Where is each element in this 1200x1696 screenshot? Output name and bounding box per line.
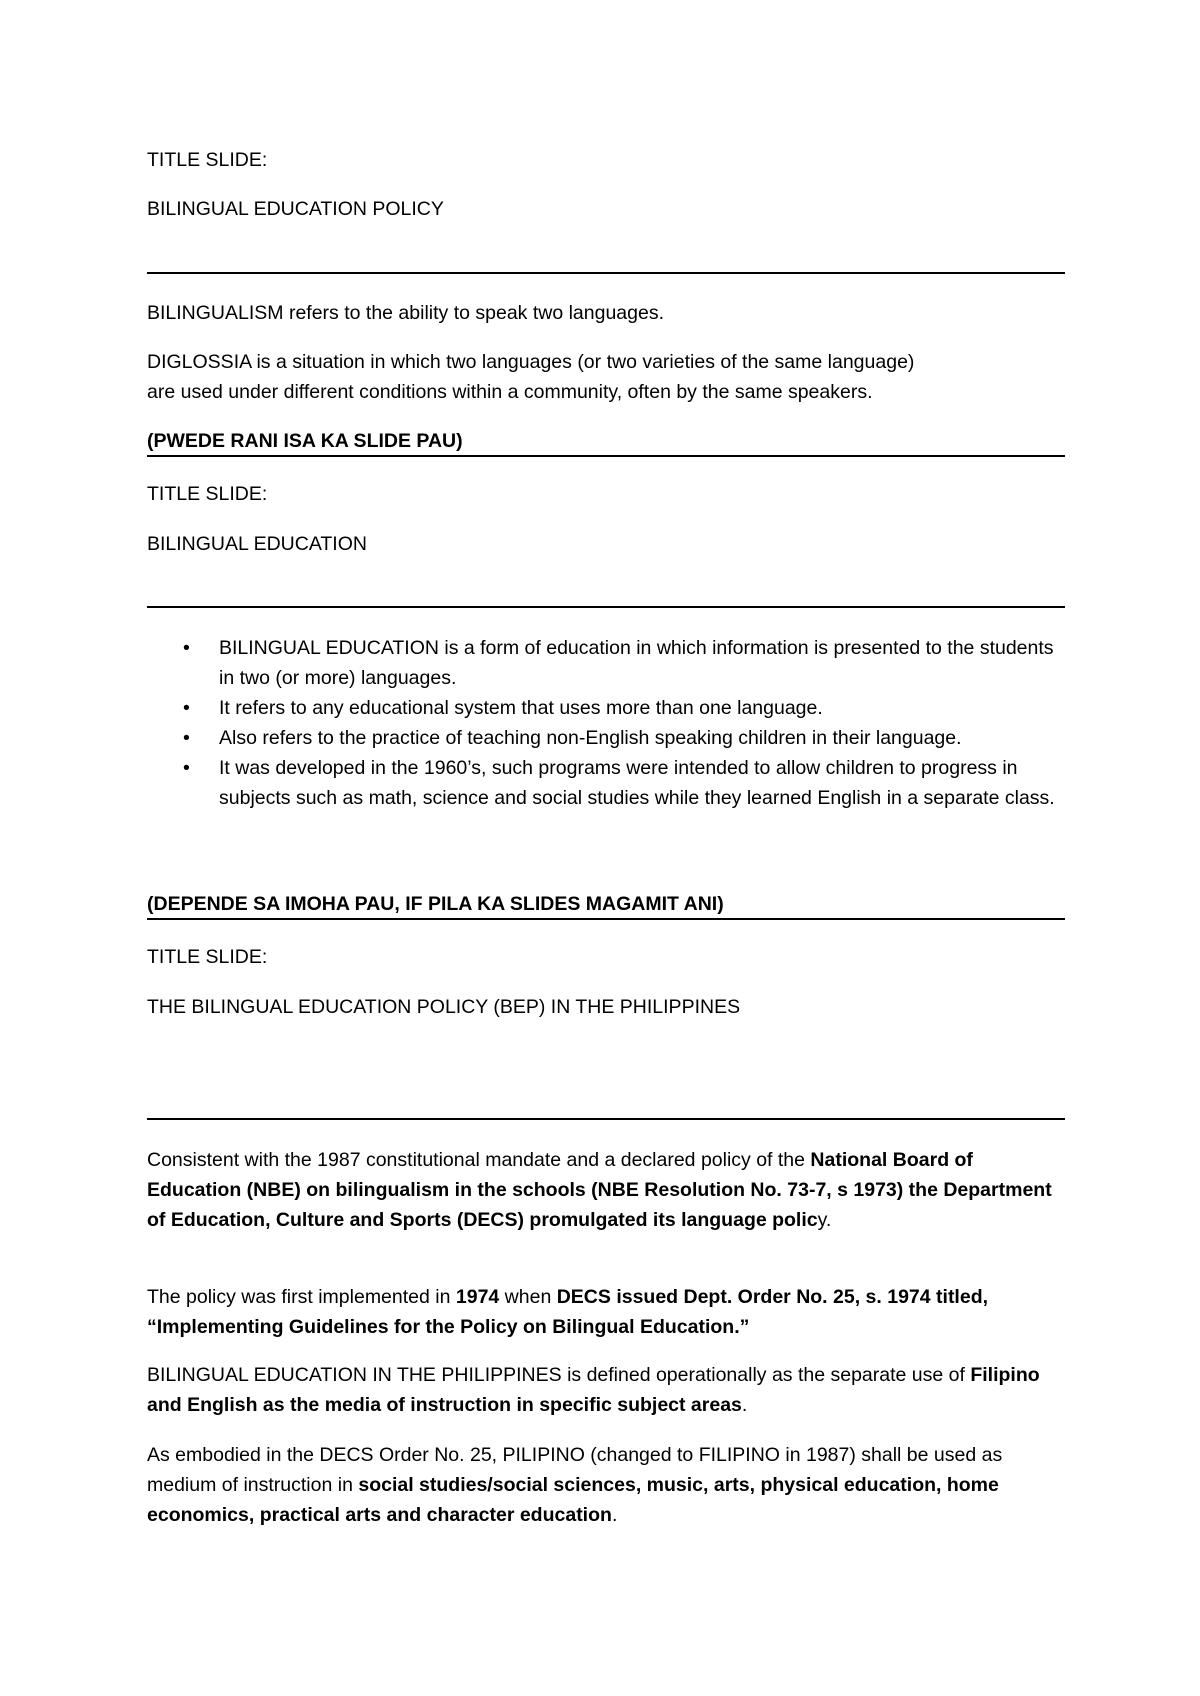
slide-title-3: THE BILINGUAL EDUCATION POLICY (BEP) IN THE PHILIPPINES bbox=[147, 996, 741, 1018]
document-page bbox=[147, 0, 1065, 1696]
list-item bbox=[147, 633, 1065, 693]
slide-note-2: (DEPENDE SA IMOHA PAU, IF PILA KA SLIDES MAGAMIT ANI) bbox=[147, 893, 724, 915]
bullet-marker: • bbox=[183, 637, 190, 659]
divider-rule-4 bbox=[147, 918, 1065, 920]
list-item bbox=[147, 693, 1065, 723]
title-slide-label-3: TITLE SLIDE: bbox=[147, 946, 268, 968]
list-item-text: It refers to any educational system that uses more than one language. bbox=[219, 697, 823, 719]
title-slide-label-1: TITLE SLIDE: bbox=[147, 149, 268, 171]
bullet-list bbox=[147, 633, 1065, 813]
list-item-text: BILINGUAL EDUCATION is a form of education in which information is presented to the students in two (or more) languages. bbox=[219, 637, 1054, 689]
list-item bbox=[147, 723, 1065, 753]
divider-rule-1 bbox=[147, 272, 1065, 274]
bullet-marker: • bbox=[183, 727, 190, 749]
list-item bbox=[147, 753, 1065, 813]
diglossia-definition-line-1: DIGLOSSIA is a situation in which two languages (or two varieties of the same language) bbox=[147, 351, 915, 373]
list-item-text: Also refers to the practice of teaching non-English speaking children in their language. bbox=[219, 727, 962, 749]
divider-rule-2 bbox=[147, 455, 1065, 457]
slide-note-1: (PWEDE RANI ISA KA SLIDE PAU) bbox=[147, 430, 463, 452]
paragraph-constitutional-mandate: Consistent with the 1987 constitutional mandate and a declared policy of the National Board of Education (NBE) on bilingualism in the schools (NBE Resolution No. 73-7, s 1973) the Department of Education, Culture and Sports (DECS) promulgated its language policy. bbox=[147, 1149, 1052, 1231]
bilingualism-definition: BILINGUALISM refers to the ability to speak two languages. bbox=[147, 302, 665, 324]
bullet-marker: • bbox=[183, 697, 190, 719]
paragraph-policy-implementation: The policy was first implemented in 1974 when DECS issued Dept. Order No. 25, s. 1974 titled, “Implementing Guidelines for the Policy on Bilingual Education.” bbox=[147, 1286, 989, 1338]
diglossia-definition-line-2: are used under different conditions within a community, often by the same speakers. bbox=[147, 381, 873, 403]
slide-title-1: BILINGUAL EDUCATION POLICY bbox=[147, 198, 444, 220]
list-item-text: It was developed in the 1960’s, such programs were intended to allow children to progress in subjects such as math, science and social studies while they learned English in a separate class. bbox=[219, 757, 1055, 809]
title-slide-label-2: TITLE SLIDE: bbox=[147, 483, 268, 505]
divider-rule-3 bbox=[147, 606, 1065, 608]
divider-rule-5 bbox=[147, 1118, 1065, 1120]
paragraph-decs-order: As embodied in the DECS Order No. 25, PILIPINO (changed to FILIPINO in 1987) shall be used as medium of instruction in social studies/social sciences, music, arts, physical education, home economics, practical arts and character education. bbox=[147, 1444, 1003, 1526]
slide-title-2: BILINGUAL EDUCATION bbox=[147, 533, 367, 555]
paragraph-bep-definition: BILINGUAL EDUCATION IN THE PHILIPPINES is defined operationally as the separate use of Filipino and English as the media of instruction in specific subject areas. bbox=[147, 1364, 1040, 1416]
bullet-marker: • bbox=[183, 757, 190, 779]
